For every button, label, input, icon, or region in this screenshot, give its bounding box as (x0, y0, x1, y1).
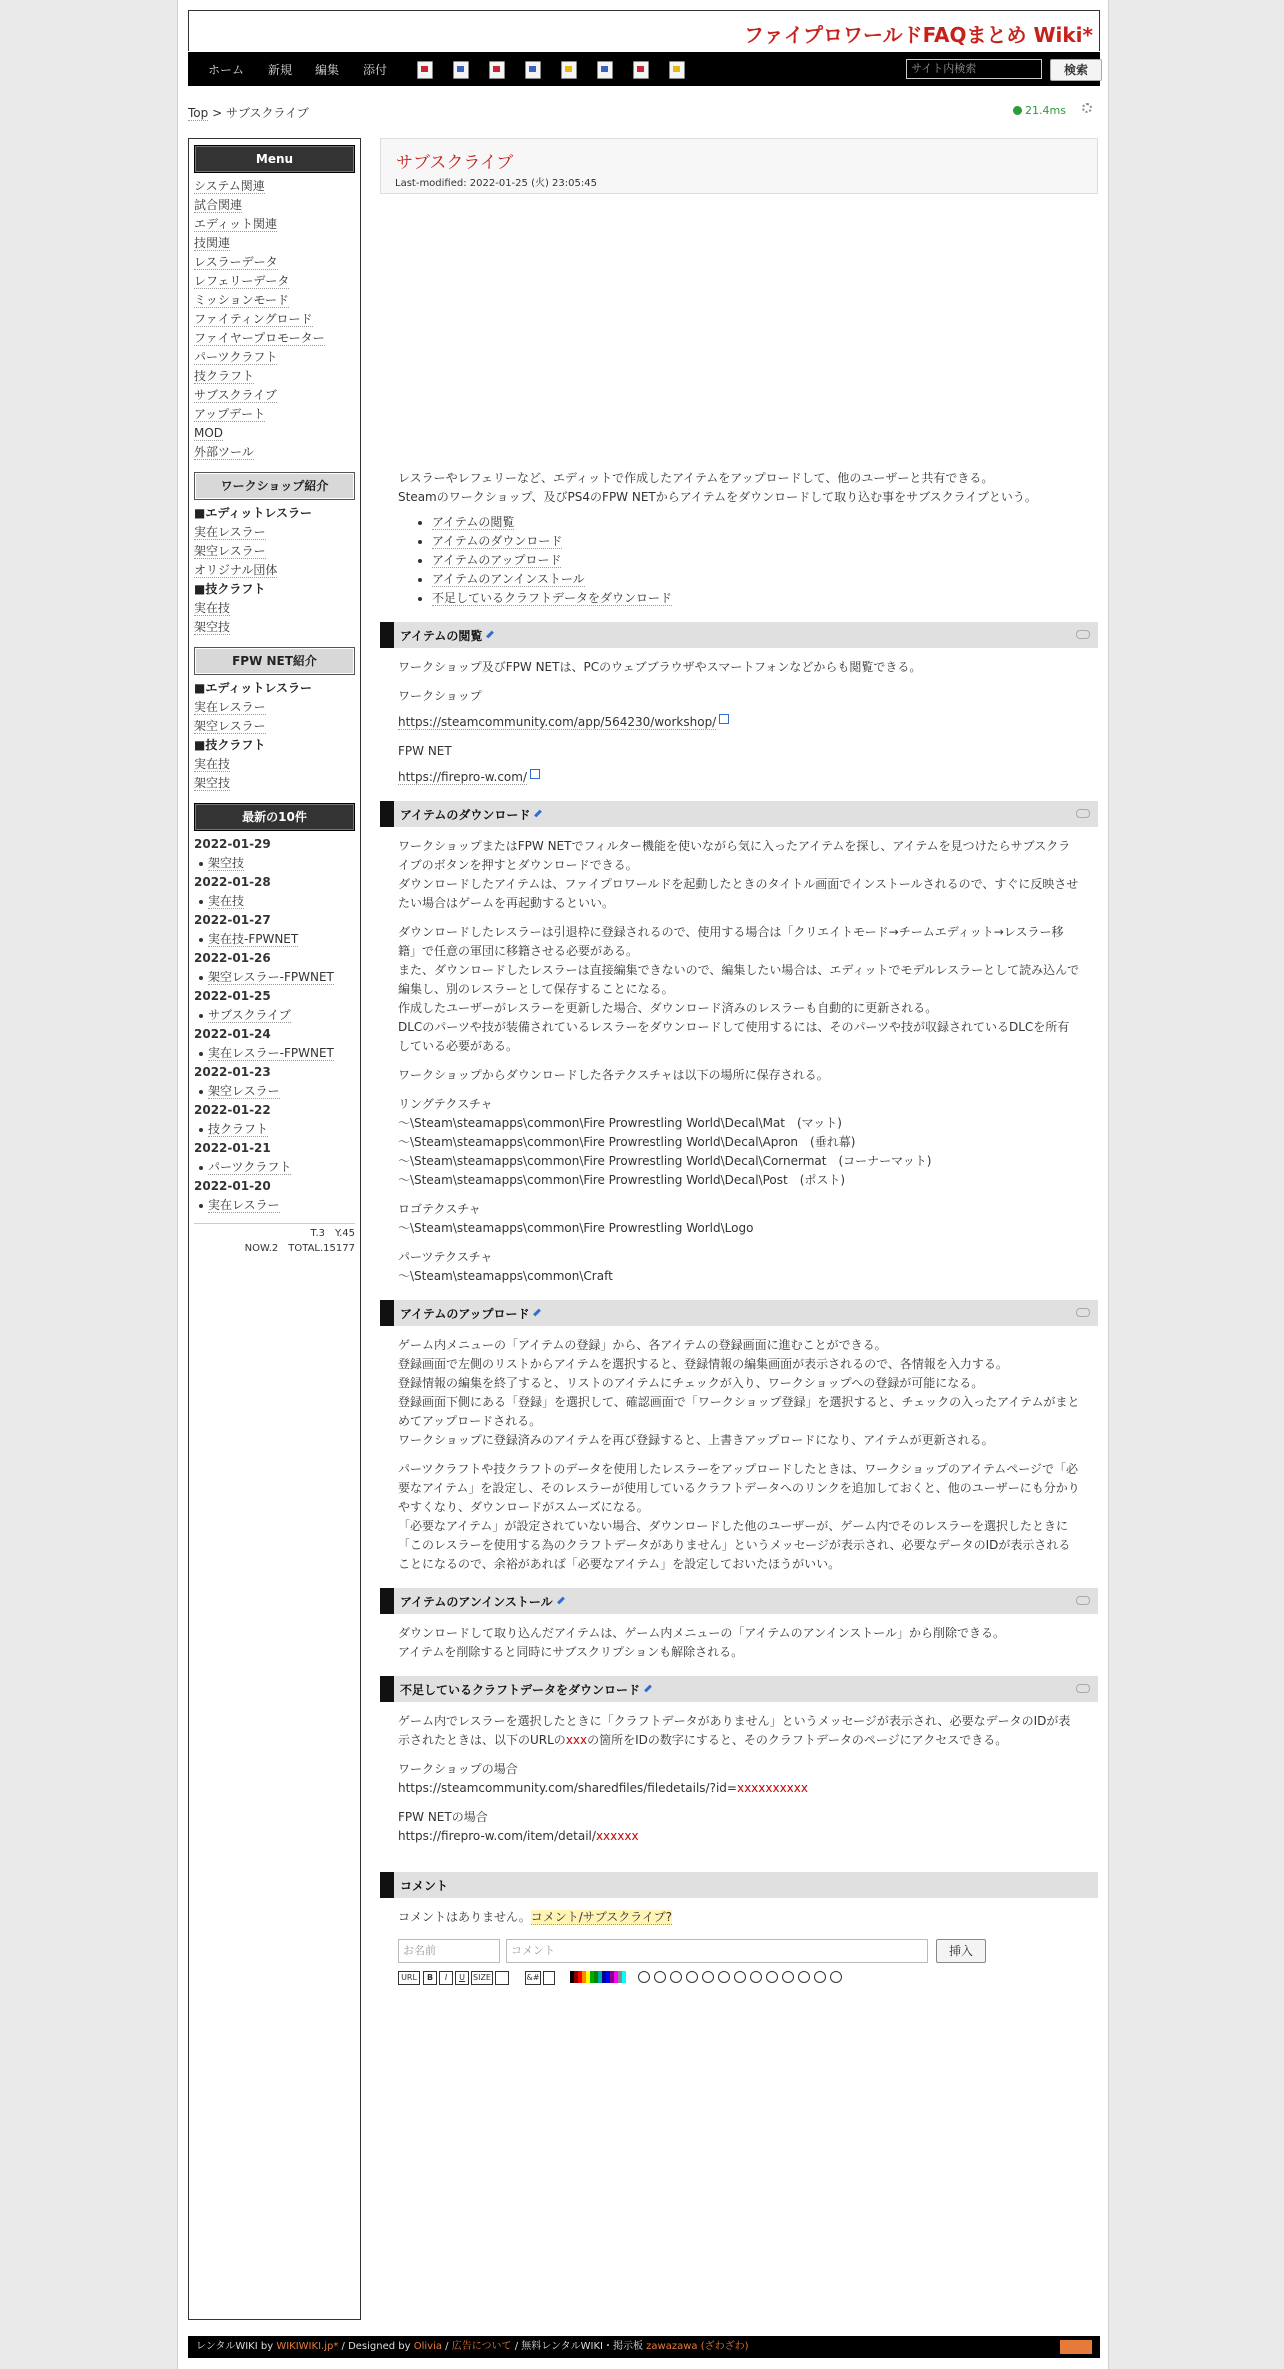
recent-date: 2022-01-26 (194, 951, 271, 965)
recent-list (189, 835, 360, 1215)
nav-edit[interactable]: 編集 (315, 63, 340, 77)
recent-item (189, 1196, 360, 1215)
counter-t: T.3 (310, 1228, 325, 1239)
toc-link[interactable]: 不足しているクラフトデータをダウンロード (432, 591, 673, 605)
recent-icon[interactable] (633, 61, 649, 79)
toc-link[interactable]: アイテムのアンインストール (432, 572, 585, 586)
recent-item (189, 930, 360, 949)
menu-link[interactable]: サブスクライブ (194, 388, 277, 402)
comment-form (398, 1939, 1080, 1963)
table-of-contents (432, 513, 1080, 608)
edit-pencil-icon[interactable] (644, 1685, 652, 1693)
recent-item (189, 892, 360, 911)
footer-zawazawa-link[interactable]: zawazawa (ざわざわ) (646, 2341, 749, 2352)
menu-link[interactable]: エディット関連 (194, 217, 278, 231)
comment-submit-button[interactable]: 挿入 (936, 1939, 986, 1963)
footer-ads-link[interactable]: 広告について (451, 2341, 512, 2352)
recent-date: 2022-01-20 (194, 1179, 271, 1193)
menu-item (194, 348, 355, 367)
workshop-header: ワークショップ紹介 (194, 472, 355, 500)
sidebar (188, 138, 361, 2320)
missing-fpwnet (398, 1808, 1080, 1846)
toc-link[interactable]: アイテムのダウンロード (432, 534, 563, 548)
menu-item (194, 253, 355, 272)
browse-workshop-label: ワークショップ (398, 689, 482, 703)
nav-attach[interactable]: 添付 (363, 63, 388, 77)
emoticon-icon[interactable] (814, 1971, 826, 1983)
search-button[interactable]: 検索 (1050, 59, 1102, 81)
recent-date: 2022-01-23 (194, 1065, 271, 1079)
comment-none: コメントはありません。 (398, 1910, 531, 1924)
toc-item (432, 589, 1080, 608)
toc-link[interactable]: アイテムのアップロード (432, 553, 562, 567)
comment-toolbar (398, 1971, 1080, 1985)
help-icon[interactable] (669, 61, 685, 79)
workshop-group-craft: ■技クラフト (194, 582, 266, 596)
anchor-link-icon[interactable] (1076, 1684, 1090, 1693)
recent-header: 最新の10件 (194, 803, 355, 831)
recent-item (189, 1044, 360, 1063)
nav-home[interactable]: ホーム (208, 63, 245, 77)
menu-link[interactable]: レスラーデータ (194, 255, 278, 269)
upload-text-3: 登録情報の編集を終了すると、リストのアイテムにチェックが入り、ワークショップへの登録が可能になる。 (398, 1376, 984, 1390)
section-browse-heading (380, 622, 1098, 648)
recent-link[interactable]: 架空レスラー-FPWNET (208, 970, 334, 984)
upload-text-4: 登録画面下側にある「登録」を選択して、確認画面で「ワークショップ登録」を選択すると、チェックの入ったアイテムがまとめてアップロードされる。 (398, 1395, 1080, 1428)
download-text-1b: ダウンロードしたアイテムは、ファイプロワールドを起動したときのタイトル画面でインストールされるので、すぐに反映させたい場合はゲームを再起動するといい。 (398, 877, 1079, 910)
footer-text-2: / Designed by (341, 2341, 414, 2352)
menu-item (194, 177, 355, 196)
toc-item (432, 532, 1080, 551)
menu-link[interactable]: ミッションモード (194, 293, 290, 307)
download-para-2 (398, 923, 1080, 1056)
comment-heading (380, 1872, 1098, 1898)
upload-text-7: 「必要なアイテム」が設定されていない場合、ダウンロードした他のユーザーが、ゲーム内でそのレスラーを選択したときに「このレスラーを使用する為のクラフトデータがありません」というメッセージが表示され、必要なデータのIDが表示されることになるので、余裕があれば「必要なアイテム」を設定しておいたほうがいい。 (398, 1519, 1071, 1571)
rss-icon[interactable] (1060, 2340, 1092, 2354)
gear-icon[interactable] (1082, 103, 1092, 113)
anchor-link-icon[interactable] (1076, 630, 1090, 639)
menu-link[interactable]: 試合関連 (194, 198, 243, 212)
menu-link[interactable]: 技関連 (194, 236, 231, 250)
workshop-link[interactable]: https://steamcommunity.com/app/564230/workshop/ (398, 715, 717, 729)
recent-link[interactable]: 架空レスラー (208, 1084, 280, 1098)
recent-link[interactable]: 実在レスラー (208, 1198, 280, 1212)
entity-tool-button[interactable]: &# (525, 1971, 541, 1985)
footer-text-3: / (445, 2341, 452, 2352)
workshop-real-move[interactable]: 実在技 (194, 601, 231, 615)
ring-texture (398, 1095, 1080, 1190)
upload-text-2: 登録画面で左側のリストからアイテムを選択すると、登録情報の編集画面が表示されるので、各情報を入力する。 (398, 1357, 1008, 1371)
emoticon-icon[interactable] (702, 1971, 714, 1983)
fpwnet-real-move[interactable]: 実在技 (194, 757, 231, 771)
upload-text-1: ゲーム内メニューの「アイテムの登録」から、各アイテムの登録画面に進むことができる。 (398, 1338, 887, 1352)
page-header (380, 138, 1098, 194)
fpwnet-link[interactable]: https://firepro-w.com/ (398, 770, 528, 784)
menu-item (194, 234, 355, 253)
workshop-real-wrestler[interactable]: 実在レスラー (194, 525, 266, 539)
edit-pencil-icon[interactable] (534, 810, 542, 818)
anchor-link-icon[interactable] (1076, 1308, 1090, 1317)
parts-path: ～\Steam\steamapps\common\Craft (398, 1269, 613, 1283)
logo-texture-label: ロゴテクスチャ (398, 1202, 481, 1216)
breadcrumb-sep: > (208, 106, 226, 120)
footer-olivia-link[interactable]: Olivia (413, 2341, 442, 2352)
timer-icon (1013, 106, 1022, 115)
missing-fpwnet-url: https://firepro-w.com/item/detail/ (398, 1829, 596, 1843)
comment-name-input[interactable]: お名前 (398, 1939, 500, 1963)
main-content (380, 138, 1098, 1993)
edit-pencil-icon[interactable] (534, 1309, 542, 1317)
color-swatch[interactable] (622, 1971, 626, 1983)
fpwnet-group-craft: ■技クラフト (194, 738, 266, 752)
ring-texture-label: リングテクスチャ (398, 1097, 493, 1111)
toc-item (432, 513, 1080, 532)
last-modified: Last-modified: 2022-01-25 (火) 23:05:45 (395, 178, 597, 189)
footer (188, 2336, 1100, 2358)
emoticon-icon[interactable] (718, 1971, 730, 1983)
logo-texture (398, 1200, 1080, 1238)
section-download-heading (380, 801, 1098, 827)
underline-tool-button[interactable]: U (455, 1971, 469, 1985)
page (177, 0, 1109, 2369)
freeze-icon[interactable] (561, 61, 577, 79)
uninstall-text-1: ダウンロードして取り込んだアイテムは、ゲーム内メニューの「アイテムのアンインストール」から削除できる。 (398, 1626, 1005, 1640)
recent-link[interactable]: 実在技-FPWNET (208, 932, 299, 946)
uninstall-text-2: アイテムを削除すると同時にサブスクリプションも解除される。 (398, 1645, 744, 1659)
breadcrumb-top[interactable]: Top (188, 106, 209, 120)
missing-fpwnet-id: xxxxxx (595, 1829, 639, 1843)
browse-workshop (398, 687, 1080, 732)
edit-pencil-icon[interactable] (557, 1597, 565, 1605)
recent-date: 2022-01-21 (194, 1141, 271, 1155)
section-upload-title: アイテムのアップロード (400, 1307, 530, 1321)
menu-link[interactable]: パーツクラフト (194, 350, 278, 364)
site-header (188, 10, 1100, 51)
recent-link[interactable]: 実在技 (208, 894, 245, 908)
download-para-3: ワークショップからダウンロードした各テクスチャは以下の場所に保存される。 (398, 1068, 829, 1082)
section-missing-title: 不足しているクラフトデータをダウンロード (400, 1683, 641, 1697)
edit-pencil-icon[interactable] (486, 631, 494, 639)
upload-para-2 (398, 1460, 1080, 1574)
recent-date: 2022-01-27 (194, 913, 271, 927)
ring-path-2: ～\Steam\steamapps\common\Fire Prowrestling World\Decal\Apron (垂れ幕) (398, 1135, 856, 1149)
emoticon-icon[interactable] (798, 1971, 810, 1983)
menu-link[interactable]: 技クラフト (194, 369, 255, 383)
counter-now: NOW.2 (244, 1243, 279, 1254)
size-tool-button[interactable]: SIZE (471, 1971, 493, 1985)
fpwnet-fictional-wrestler[interactable]: 架空レスラー (194, 719, 266, 733)
menu-item (194, 272, 355, 291)
fpwnet-fictional-move[interactable]: 架空技 (194, 776, 231, 790)
navbar (188, 52, 1100, 86)
intro-line-2: Steamのワークショップ、及びPS4のFPW NETからアイテムをダウンロードして取り込む事をサブスクライブという。 (398, 490, 1037, 504)
menu-item (194, 196, 355, 215)
emoticon-icon[interactable] (686, 1971, 698, 1983)
footer-text-4: / 無料レンタルWIKI・掲示板 (514, 2341, 647, 2352)
diff-icon[interactable] (417, 61, 433, 79)
menu-link[interactable]: 外部ツール (194, 445, 254, 459)
ring-path-1: ～\Steam\steamapps\common\Fire Prowrestling World\Decal\Mat (マット) (398, 1116, 842, 1130)
recent-item (189, 854, 360, 873)
download-text-2a: ダウンロードしたレスラーは引退枠に登録されるので、使用する場合は「クリエイトモード→チームエディット→レスラー移籍」で任意の軍団に移籍させる必要がある。 (398, 925, 1064, 958)
external-link-icon (530, 769, 540, 779)
recent-date: 2022-01-29 (194, 837, 271, 851)
bold-tool-button[interactable]: B (423, 1971, 437, 1985)
workshop-list (189, 504, 360, 637)
menu-item (194, 291, 355, 310)
counter-today (189, 1224, 360, 1239)
menu-link[interactable]: システム関連 (194, 179, 265, 193)
search-input[interactable]: サイト内検索 (906, 59, 1042, 79)
emoticon-icon[interactable] (782, 1971, 794, 1983)
recent-item (189, 1006, 360, 1025)
breadcrumb (188, 104, 309, 121)
parts-texture (398, 1248, 1080, 1286)
rename-icon[interactable] (525, 61, 541, 79)
section-upload-heading (380, 1300, 1098, 1326)
site-title[interactable]: ファイプロワールドFAQまとめ Wiki* (744, 23, 1093, 47)
browse-text: ワークショップ及びFPW NETは、PCのウェブブラウザやスマートフォンなどからも閲覧できる。 (398, 660, 922, 674)
missing-workshop-id: xxxxxxxxxx (736, 1781, 808, 1795)
footer-text-1: レンタルWIKI by (196, 2341, 274, 2352)
recent-date: 2022-01-24 (194, 1027, 271, 1041)
missing-text-b: の箇所をIDの数字にすると、そのクラフトデータのページにアクセスできる。 (587, 1733, 1008, 1747)
section-download-title: アイテムのダウンロード (400, 808, 531, 822)
recent-date: 2022-01-28 (194, 875, 271, 889)
browse-fpwnet (398, 742, 1080, 787)
menu-item (194, 424, 355, 443)
recent-date: 2022-01-22 (194, 1103, 271, 1117)
anchor-link-icon[interactable] (1076, 1596, 1090, 1605)
missing-text-x: xxx (565, 1733, 588, 1747)
render-time (1013, 104, 1066, 117)
missing-workshop-label: ワークショップの場合 (398, 1762, 518, 1776)
menu-header: Menu (194, 145, 355, 173)
intro-line-1: レスラーやレフェリーなど、エディットで作成したアイテムをアップロードして、他のユーザーと共有できる。 (398, 471, 994, 485)
emoticon-icon[interactable] (830, 1971, 842, 1983)
upload-text-6: パーツクラフトや技クラフトのデータを使用したレスラーをアップロードしたときは、ワークショップのアイテムページで「必要なアイテム」を設定し、そのレスラーが使用しているクラフトデータへのリンクを追加しておくと、他のユーザーにも分かりやすくなり、ダウンロードがスムーズになる。 (398, 1462, 1080, 1514)
comment-title: コメント (400, 1879, 449, 1893)
recent-link[interactable]: サブスクライブ (208, 1008, 291, 1022)
menu-item (194, 443, 355, 462)
recent-item (189, 1158, 360, 1177)
section-uninstall-title: アイテムのアンインストール (400, 1595, 553, 1609)
menu-list (189, 177, 360, 462)
menu-link[interactable]: ファイヤープロモーター (194, 331, 325, 345)
emoticon-icon[interactable] (766, 1971, 778, 1983)
section-missing-heading (380, 1676, 1098, 1702)
counter-total (189, 1239, 360, 1254)
breadcrumb-current: サブスクライブ (225, 106, 309, 120)
download-text-2b: また、ダウンロードしたレスラーは直接編集できないので、編集したい場合は、エディットでモデルレスラーとして読み込んで編集し、別のレスラーとして保存することになる。 (398, 963, 1080, 996)
upload-para-1 (398, 1336, 1080, 1450)
footer-wikiwiki-link[interactable]: WIKIWIKI.jp* (276, 2341, 339, 2352)
workshop-group-wrestler: ■エディットレスラー (194, 506, 313, 520)
emoticon-icon[interactable] (734, 1971, 746, 1983)
upload-text-5: ワークショップに登録済みのアイテムを再び登録すると、上書きアップロードになり、アイテムが更新される。 (398, 1433, 994, 1447)
ring-path-4: ～\Steam\steamapps\common\Fire Prowrestling World\Decal\Post (ポスト) (398, 1173, 846, 1187)
line-break-tool-button[interactable] (495, 1971, 509, 1985)
recent-date: 2022-01-25 (194, 989, 271, 1003)
counter-all: TOTAL.15177 (288, 1243, 355, 1254)
render-time-value: 21.4ms (1025, 104, 1066, 117)
workshop-original-group[interactable]: オリジナル団体 (194, 563, 278, 577)
emoticon-icon[interactable] (654, 1971, 666, 1983)
comment-input[interactable]: コメント (506, 1939, 928, 1963)
menu-link[interactable]: レフェリーデータ (194, 274, 290, 288)
missing-text-a: ゲーム内でレスラーを選択したときに「クラフトデータがありません」というメッセージが表示され、必要なデータのIDが表示されたときは、以下のURLの (398, 1714, 1071, 1747)
download-text-2c: 作成したユーザーがレスラーを更新した場合、ダウンロード済みのレスラーも自動的に更新される。 (398, 1001, 938, 1015)
italic-tool-button[interactable]: I (439, 1971, 453, 1985)
recent-link[interactable]: パーツクラフト (208, 1160, 292, 1174)
toc-link[interactable]: アイテムの閲覧 (432, 515, 515, 529)
comment-status (398, 1908, 1080, 1927)
list-icon[interactable] (597, 61, 613, 79)
recent-item (189, 1120, 360, 1139)
char-tool-button[interactable] (543, 1971, 555, 1985)
download-para-1 (398, 837, 1080, 913)
menu-item (194, 367, 355, 386)
toc-item (432, 551, 1080, 570)
missing-para (398, 1712, 1080, 1750)
backup-icon[interactable] (453, 61, 469, 79)
fpwnet-group-wrestler: ■エディットレスラー (194, 681, 313, 695)
uninstall-para (398, 1624, 1080, 1662)
menu-item (194, 386, 355, 405)
download-text-2d: DLCのパーツや技が装備されているレスラーをダウンロードして使用するには、そのパーツや技が収録されているDLCを所有している必要がある。 (398, 1020, 1070, 1053)
missing-workshop-url: https://steamcommunity.com/sharedfiles/filedetails/?id= (398, 1781, 737, 1795)
logo-path: ～\Steam\steamapps\common\Fire Prowrestling World\Logo (398, 1221, 754, 1235)
menu-link[interactable]: MOD (194, 426, 224, 440)
workshop-fictional-move[interactable]: 架空技 (194, 620, 231, 634)
missing-workshop (398, 1760, 1080, 1798)
recent-link[interactable]: 実在レスラー-FPWNET (208, 1046, 334, 1060)
missing-fpwnet-label: FPW NETの場合 (398, 1810, 488, 1824)
section-uninstall-heading (380, 1588, 1098, 1614)
menu-item (194, 215, 355, 234)
recent-link[interactable]: 架空技 (208, 856, 245, 870)
copy-icon[interactable] (489, 61, 505, 79)
emoticon-icon[interactable] (750, 1971, 762, 1983)
fpwnet-list (189, 679, 360, 793)
recent-link[interactable]: 技クラフト (208, 1122, 269, 1136)
workshop-fictional-wrestler[interactable]: 架空レスラー (194, 544, 266, 558)
toc-item (432, 570, 1080, 589)
anchor-link-icon[interactable] (1076, 809, 1090, 818)
external-link-icon (719, 714, 729, 724)
menu-link[interactable]: ファイティングロード (194, 312, 313, 326)
browse-fpwnet-label: FPW NET (398, 744, 452, 758)
fpwnet-header: FPW NET紹介 (194, 647, 355, 675)
nav-new[interactable]: 新規 (268, 63, 293, 77)
menu-link[interactable]: アップデート (194, 407, 266, 421)
fpwnet-real-wrestler[interactable]: 実在レスラー (194, 700, 266, 714)
url-tool-button[interactable]: URL (398, 1971, 420, 1985)
menu-item (194, 329, 355, 348)
page-title: サブスクライブ (396, 153, 514, 173)
comment-page-link[interactable]: コメント/サブスクライブ? (530, 1910, 672, 1924)
ad-space (380, 194, 1098, 469)
menu-item (194, 405, 355, 424)
section-browse-title: アイテムの閲覧 (400, 629, 483, 643)
counter-y: Y.45 (335, 1228, 355, 1239)
parts-texture-label: パーツテクスチャ (398, 1250, 493, 1264)
ring-path-3: ～\Steam\steamapps\common\Fire Prowrestling World\Decal\Cornermat (コーナーマット) (398, 1154, 932, 1168)
recent-item (189, 1082, 360, 1101)
recent-item (189, 968, 360, 987)
menu-item (194, 310, 355, 329)
emoticon-icon[interactable] (638, 1971, 650, 1983)
download-text-1a: ワークショップまたはFPW NETでフィルター機能を使いながら気に入ったアイテムを探し、アイテムを見つけたらサブスクライブのボタンを押すとダウンロードできる。 (398, 839, 1071, 872)
emoticon-icon[interactable] (670, 1971, 682, 1983)
